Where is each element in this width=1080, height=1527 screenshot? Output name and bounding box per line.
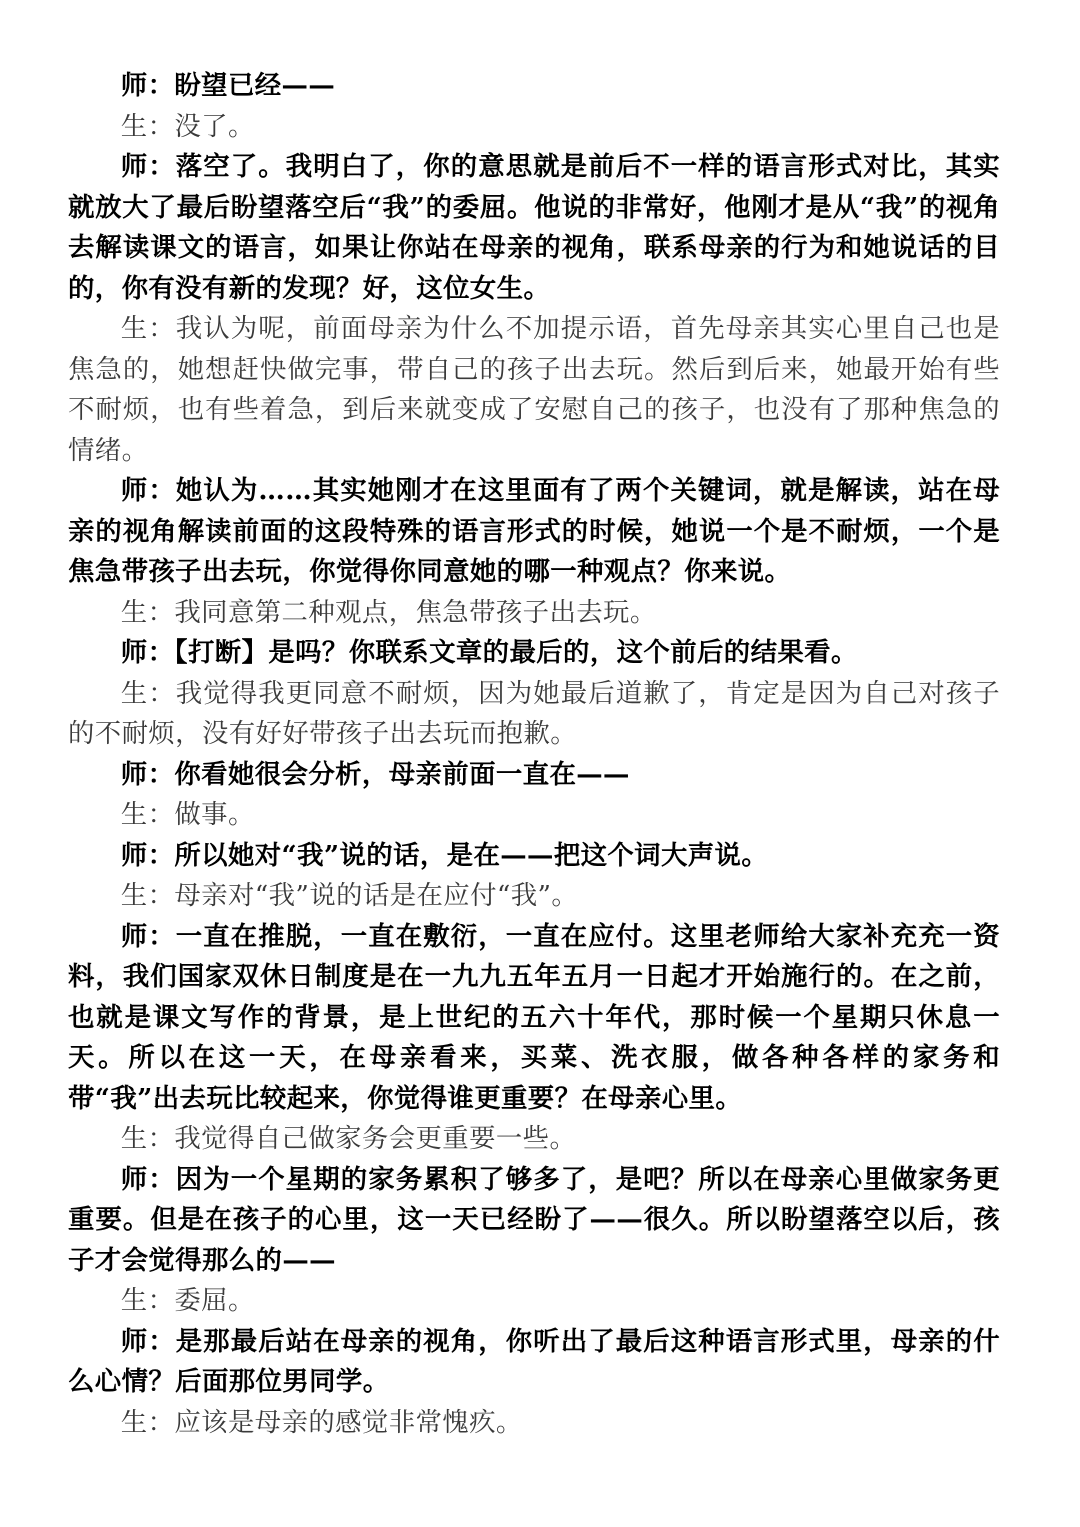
student-line: 生：我觉得我更同意不耐烦，因为她最后道歉了，肯定是因为自己对孩子的不耐烦，没有好好带孩子出去玩而抱歉。 (68, 677, 1000, 749)
teacher-line: 师：因为一个星期的家务累积了够多了，是吧？所以在母亲心里做家务更重要。但是在孩子的心里，这一天已经盼了——很久。所以盼望落空以后，孩子才会觉得那么的—— (68, 1163, 1000, 1276)
student-line: 生：应该是母亲的感觉非常愧疚。 (120, 1406, 523, 1438)
student-line: 生：我认为呢，前面母亲为什么不加提示语，首先母亲其实心里自己也是焦急的，她想赶快做完事，带自己的孩子出去玩。然后到后来，她最开始有些不耐烦，也有些着急，到后来就变成了安慰自己的孩子，也没有了那种焦急的情绪。 (68, 313, 1000, 466)
teacher-line: 师：盼望已经—— (120, 70, 336, 101)
transcript-page (68, 66, 1000, 1443)
student-line: 生：我觉得自己做家务会更重要一些。 (120, 1123, 577, 1154)
student-line: 生：没了。 (120, 110, 255, 142)
teacher-line: 师：落空了。我明白了，你的意思就是前后不一样的语言形式对比，其实就放大了最后盼望落空后“我”的委屈。他说的非常好，他刚才是从“我”的视角去解读课文的语言，如果让你站在母亲的视角，联系母亲的行为和她说话的目的，你有没有新的发现？好，这位女生。 (68, 151, 1000, 304)
student-line: 生：做事。 (120, 799, 255, 830)
teacher-line: 师：是那最后站在母亲的视角，你听出了最后这种语言形式里，母亲的什么心情？后面那位男同学。 (68, 1325, 1000, 1397)
student-line: 生：母亲对“我”说的话是在应付“我”。 (120, 880, 579, 911)
student-line: 生：委屈。 (120, 1285, 255, 1316)
teacher-line: 师：她认为……其实她刚才在这里面有了两个关键词，就是解读，站在母亲的视角解读前面的这段特殊的语言形式的时候，她说一个是不耐烦，一个是焦急带孩子出去玩，你觉得你同意她的哪一种观点？你来说。 (68, 475, 1000, 587)
student-line: 生：我同意第二种观点，焦急带孩子出去玩。 (120, 596, 657, 628)
teacher-line: 师：所以她对“我”说的话，是在——把这个词大声说。 (120, 839, 769, 871)
teacher-line: 师：【打断】是吗？你联系文章的最后的，这个前后的结果看。 (120, 637, 858, 668)
teacher-line: 师：一直在推脱，一直在敷衍，一直在应付。这里老师给大家补充充一资料，我们国家双休日制度是在一九九五年五月一日起才开始施行的。在之前，也就是课文写作的背景，是上世纪的五六十年代，那时候一个星期只休息一天。所以在这一天，在母亲看来，买菜、洗衣服，做各种各样的家务和带“我”出去玩比较起来，你觉得谁更重要？在母亲心里。 (68, 920, 1000, 1114)
teacher-line: 师：你看她很会分析，母亲前面一直在—— (120, 758, 630, 790)
